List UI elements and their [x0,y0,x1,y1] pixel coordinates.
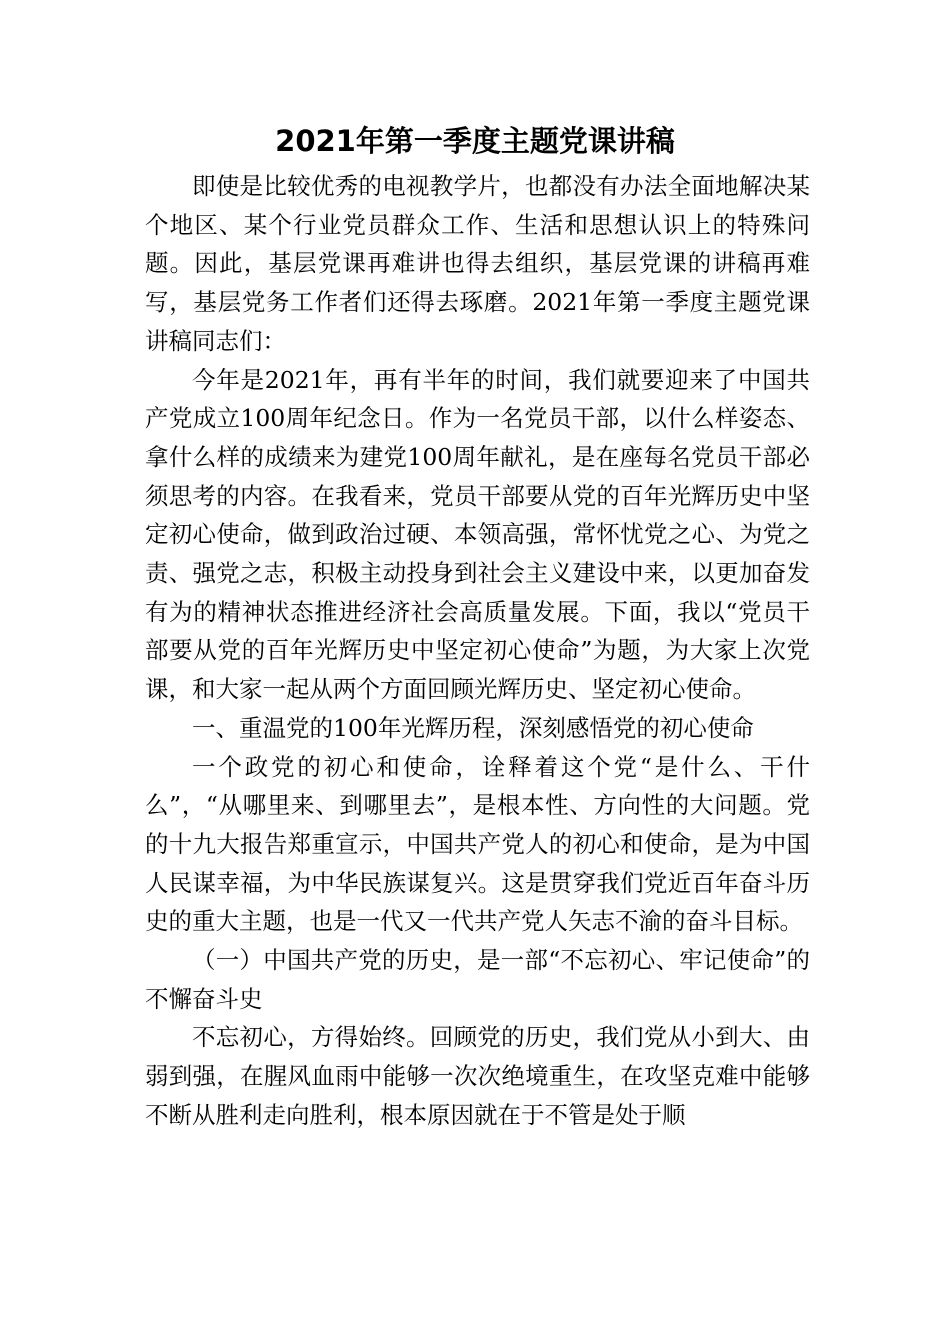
paragraph-mission: 一个政党的初心和使命，诠释着这个党“是什么、干什么”，“从哪里来、到哪里去”，是根本性、方向性的大问题。党的十九大报告郑重宣示，中国共产党人的初心和使命，是为中国人民谋幸福，为中华民族谋复兴。这是贯穿我们党近百年奋斗历史的重大主题，也是一代又一代共产党人矢志不渝的奋斗目标。 [145,752,810,936]
paragraph-history: 不忘初心，方得始终。回顾党的历史，我们党从小到大、由弱到强，在腥风血雨中能够一次次绝境重生，在攻坚克难中能够不断从胜利走向胜利，根本原因就在于不管是处于顺 [145,1023,810,1129]
subsection-heading-1: （一）中国共产党的历史，是一部“不忘初心、牢记使命”的不懈奋斗史 [145,946,810,1013]
section-heading-1: 一、重温党的100年光辉历程，深刻感悟党的初心使命 [192,713,754,742]
document-title: 2021年第一季度主题党课讲稿 [275,124,675,158]
document-body [145,167,810,1135]
paragraph-opening: 今年是2021年，再有半年的时间，我们就要迎来了中国共产党成立100周年纪念日。作为一名党员干部，以什么样姿态、拿什么样的成绩来为建党100周年献礼，是在座每名党员干部必须思考的内容。在我看来，党员干部要从党的百年光辉历史中坚定初心使命，做到政治过硬、本领高强，常怀忧党之心、为党之责、强党之志，积极主动投身到社会主义建设中来，以更加奋发有为的精神状态推进经济社会高质量发展。下面，我以“党员干部要从党的百年光辉历史中坚定初心使命”为题，为大家上次党课，和大家一起从两个方面回顾光辉历史、坚定初心使命。 [145,365,810,704]
paragraph-intro: 即使是比较优秀的电视教学片，也都没有办法全面地解决某个地区、某个行业党员群众工作、生活和思想认识上的特殊问题。因此，基层党课再难讲也得去组织，基层党课的讲稿再难写，基层党务工作者们还得去琢磨。2021年第一季度主题党课讲稿同志们： [145,172,810,355]
